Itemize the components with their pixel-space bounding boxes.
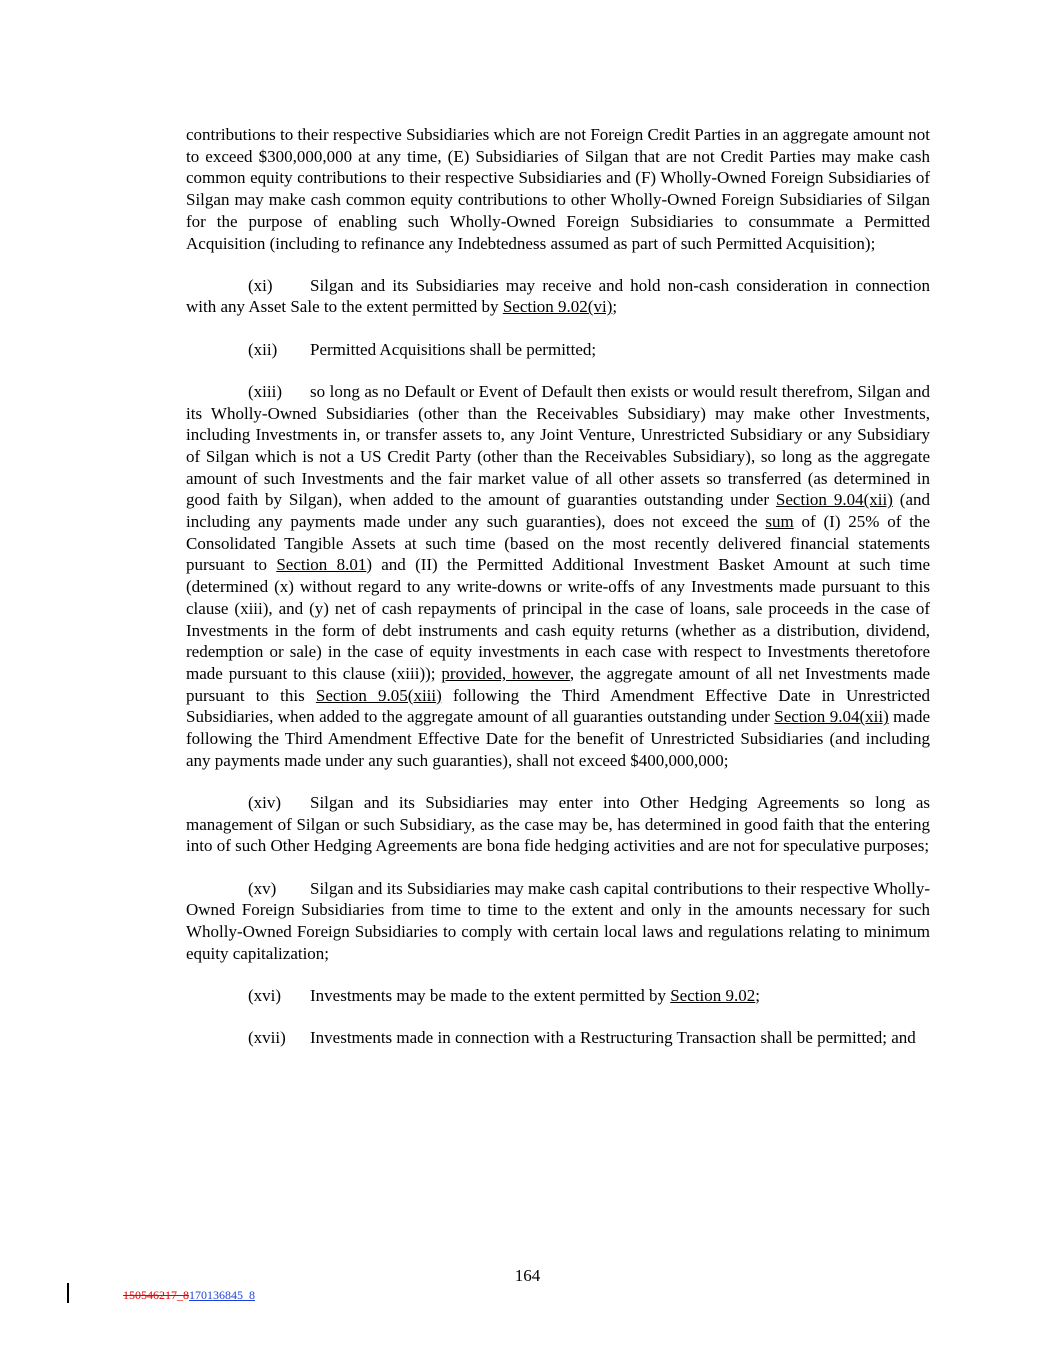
clause-xi xyxy=(186,275,930,318)
clause-text: ; xyxy=(612,297,618,317)
clause-number: (xi) xyxy=(248,275,273,295)
clause-xiii xyxy=(186,381,930,772)
clause-text: so long as no Default or Event of Default then exists or would result therefrom, Silgan and its Wholly-Owned Subsidiaries (other than the Receivables Subsidiary) may make other Investments, including Investments in, or transfer assets to, any Joint Venture, Unrestricted Subsidiary or any Subsidiary of Silgan which is not a US Credit Party (other than the Receivables Subsidiary), so long as the aggregate amount of such Investments and the fair market value of all other assets so transferred (as determined in good faith by Silgan), when added to the amount of guaranties outstanding under xyxy=(186,381,930,510)
clause-text: (and including any payments made under any such guaranties), does not exceed the xyxy=(186,490,930,532)
clause-number: (xvii) xyxy=(248,1028,286,1048)
clause-text: Silgan and its Subsidiaries may enter into Other Hedging Agreements so long as management of Silgan or such Subsidiary, as the case may be, has determined in good faith that the entering into of such Other Hedging Agreements are bona fide hedging activities and are not for speculative purposes; xyxy=(186,792,930,856)
clause-number: (xii) xyxy=(248,339,278,359)
clause-number: (xv) xyxy=(248,878,277,898)
clause-text: Permitted Acquisitions shall be permitted; xyxy=(310,339,597,359)
paragraph-text: contributions to their respective Subsidiaries which are not Foreign Credit Parties in an aggregate amount not to exceed $300,000,000 at any time, (E) Subsidiaries of Silgan that are not Credit Parties may make cash common equity contributions to their respective Subsidiaries and (F) Wholly-Owned Foreign Subsidiaries of Silgan may make cash common equity contributions to other Wholly-Owned Foreign Subsidiaries of Silgan for the purpose of enabling such Wholly-Owned Foreign Subsidiaries to consummate a Permitted Acquisition (including to refinance any Indebtedness assumed as part of such Permitted Acquisition); xyxy=(186,125,930,253)
clause-text: Silgan and its Subsidiaries may make cash capital contributions to their respective Wholly-Owned Foreign Subsidiaries from time to time to the extent and only in the amounts necessary for such Wholly-Owned Foreign Subsidiaries to comply with certain local laws and regulations relating to minimum equity capitalization; xyxy=(186,878,930,963)
document-id-deleted: 150546217_8 xyxy=(123,1288,189,1302)
clause-text: Silgan and its Subsidiaries may receive and hold non-cash consideration in connection with any Asset Sale to the extent permitted by xyxy=(186,275,930,317)
section-reference: Section 9.05(xiii) xyxy=(315,685,442,705)
document-id xyxy=(123,1288,255,1302)
clause-xiv xyxy=(186,792,930,857)
section-reference: Section 9.04(xii) xyxy=(775,490,893,510)
clause-text: of (I) 25% of the Consolidated Tangible Assets at such time (based on the most recently delivered financial statements pursuant to xyxy=(186,512,930,575)
document-body xyxy=(186,124,930,1069)
clause-xv xyxy=(186,878,930,965)
page-number: 164 xyxy=(514,1266,541,1285)
clause-text: ; xyxy=(755,985,760,1005)
clause-number: (xvi) xyxy=(248,985,282,1005)
clause-text: following the Third Amendment Effective Date in Unrestricted Subsidiaries, when added to the aggregate amount of all guaranties outstanding under xyxy=(186,685,930,727)
section-reference: Section 9.02 xyxy=(670,985,756,1005)
clause-text: Investments may be made to the extent permitted by xyxy=(310,985,671,1005)
clause-text: , the aggregate amount of all net Investments made pursuant to this xyxy=(186,663,931,705)
section-reference: Section 9.02(vi) xyxy=(502,297,613,317)
clause-number: (xiv) xyxy=(248,792,282,812)
clause-xvii xyxy=(186,1027,930,1049)
clause-xii xyxy=(186,339,930,361)
clause-text: Investments made in connection with a Restructuring Transaction shall be permitted; and xyxy=(310,1028,916,1048)
proviso-term: provided, however xyxy=(441,663,570,683)
clause-number: (xiii) xyxy=(248,381,282,401)
section-reference: Section 8.01 xyxy=(276,555,367,575)
clause-text: made following the Third Amendment Effective Date for the benefit of Unrestricted Subsidiaries (and including any payments made under any such guaranties), shall not exceed $400,000,000; xyxy=(186,707,930,770)
clause-text: ) and (II) the Permitted Additional Investment Basket Amount at such time (determined (x) without regard to any write-downs or write-offs of any Investments made pursuant to this clause (xiii), and (y) net of cash repayments of principal in the case of loans, sale proceeds in the case of Investments in the form of debt instruments and cash equity returns (whether as a distribution, dividend, redemption or sale) in the case of equity investments in each case with respect to Investments theretofore made pursuant to this clause (xiii)); xyxy=(186,555,930,683)
emphasis-term: sum xyxy=(765,512,794,532)
section-reference: Section 9.04(xii) xyxy=(774,707,889,727)
clause-xvi xyxy=(186,985,930,1007)
paragraph-continuation xyxy=(186,124,930,254)
revision-change-bar xyxy=(67,1283,69,1303)
document-id-inserted: 170136845_8 xyxy=(189,1288,255,1302)
